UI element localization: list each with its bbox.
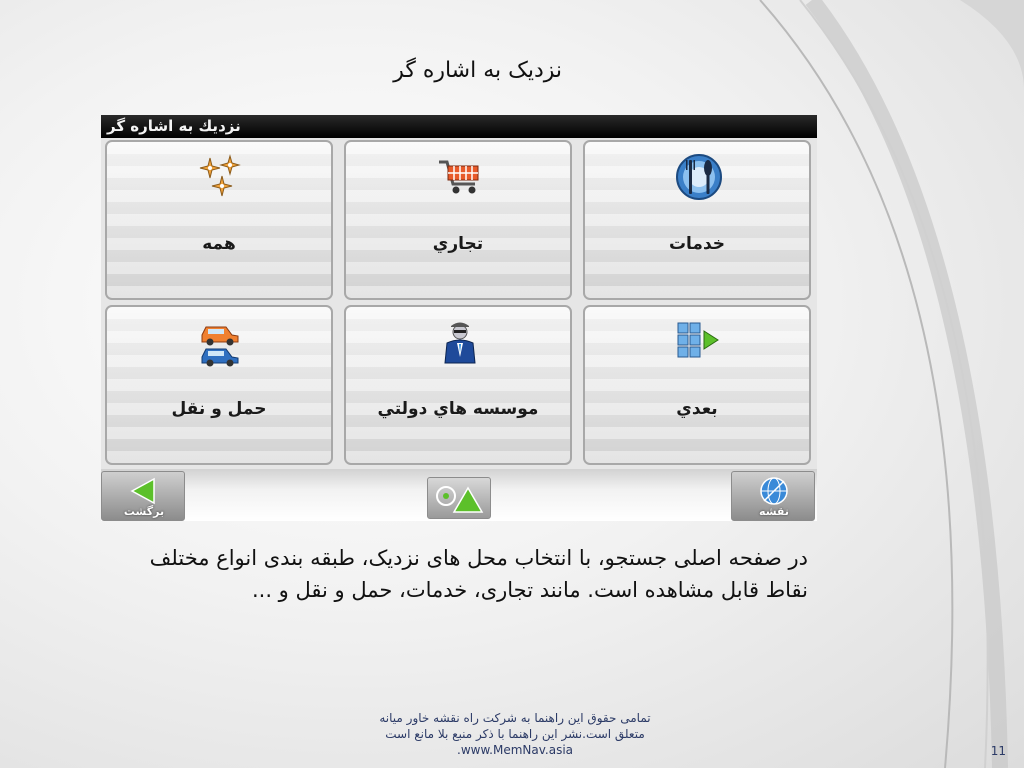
map-label: نقشه: [759, 505, 789, 518]
sparkle-icon: [196, 152, 246, 202]
gps-triangle-icon: [432, 480, 488, 516]
footer-link[interactable]: www.MemNav.asia.: [456, 743, 574, 757]
device-title: نزديك به اشاره گر: [101, 115, 817, 138]
slide-title: نزدیک به اشاره گر: [393, 58, 562, 83]
tile-government[interactable]: [344, 305, 572, 465]
footer-copyright: [320, 710, 710, 758]
device-toolbar: [101, 469, 817, 521]
tile-label: همه: [202, 234, 236, 254]
footer-line: تمامی حقوق این راهنما به شرکت راه نقشه خاور میانه: [379, 711, 651, 725]
device-screenshot: [101, 115, 817, 521]
footer-line: متعلق است.نشر این راهنما با ذکر منبع بلا مانع است: [385, 727, 645, 741]
page-number: 11: [990, 744, 1006, 758]
cars-icon: [196, 317, 246, 367]
globe-icon: [758, 475, 790, 507]
gps-center-button[interactable]: [427, 477, 491, 519]
tile-commercial[interactable]: [344, 140, 572, 300]
slide-description: در صفحه اصلی جستجو، با انتخاب محل های نزدیک، طبقه بندی انواع مختلف نقاط قابل مشاهده است. مانند تجاری، خدمات، حمل و نقل و ...: [149, 546, 808, 602]
back-button[interactable]: [101, 471, 185, 521]
back-label: برگشت: [123, 505, 165, 518]
tile-label: بعدي: [676, 399, 718, 419]
tile-transport[interactable]: [105, 305, 333, 465]
next-grid-icon: [674, 317, 724, 367]
shopping-cart-icon: [435, 152, 485, 202]
tile-services[interactable]: [583, 140, 811, 300]
back-arrow-icon: [124, 476, 164, 506]
tile-label: موسسه هاي دولتي: [377, 399, 539, 419]
tile-label: خدمات: [668, 234, 726, 254]
tile-next[interactable]: [583, 305, 811, 465]
tile-all[interactable]: [105, 140, 333, 300]
tile-label: حمل و نقل: [171, 399, 267, 419]
map-button[interactable]: [731, 471, 815, 521]
category-grid: [101, 138, 817, 464]
cutlery-icon: [674, 152, 724, 202]
official-person-icon: [435, 317, 485, 367]
tile-label: تجاري: [432, 234, 484, 254]
